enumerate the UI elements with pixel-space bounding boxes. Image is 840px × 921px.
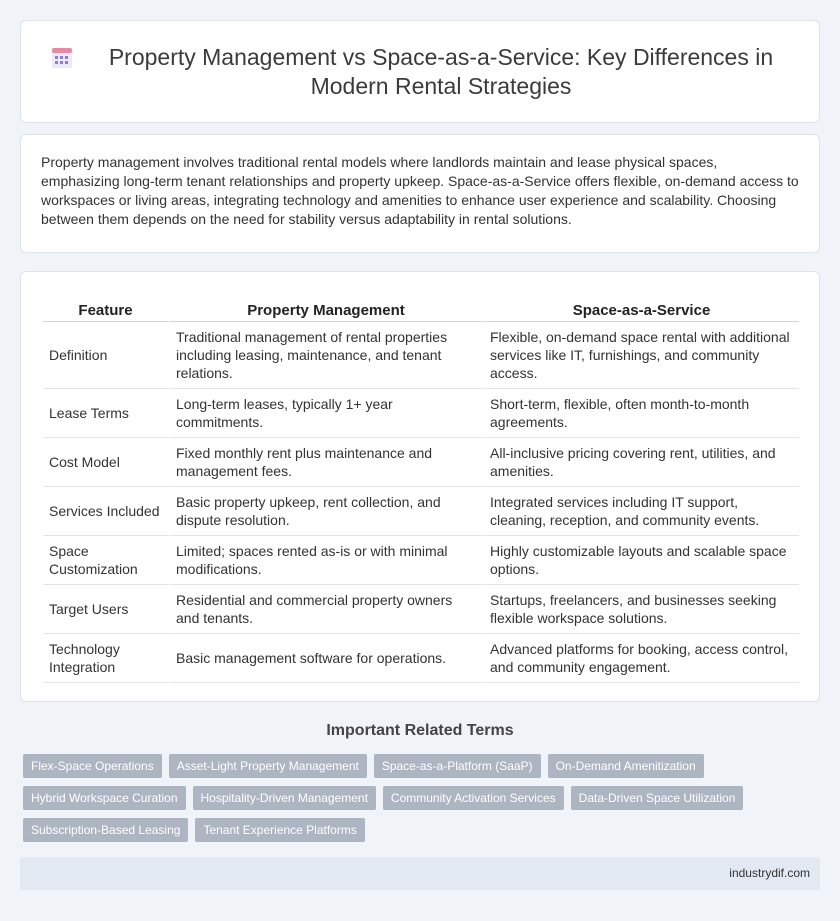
- related-term-tag[interactable]: Asset-Light Property Management: [169, 754, 367, 778]
- table-header-row: [43, 296, 799, 322]
- property-management-cell: Residential and commercial property owners and tenants.: [168, 585, 482, 634]
- space-as-a-service-cell: Startups, freelancers, and businesses seeking flexible workspace solutions.: [482, 585, 799, 634]
- footer-site-link[interactable]: industrydif.com: [729, 866, 810, 880]
- table-row: [43, 536, 799, 585]
- tag-row: [23, 754, 817, 778]
- related-term-tag[interactable]: Space-as-a-Platform (SaaP): [374, 754, 541, 778]
- comparison-card: [20, 271, 820, 702]
- space-as-a-service-cell: Highly customizable layouts and scalable space options.: [482, 536, 799, 585]
- space-as-a-service-cell: All-inclusive pricing covering rent, utilities, and amenities.: [482, 438, 799, 487]
- related-term-tag[interactable]: Data-Driven Space Utilization: [571, 786, 744, 810]
- table-row: [43, 438, 799, 487]
- intro-card: [20, 134, 820, 253]
- related-term-tag[interactable]: Subscription-Based Leasing: [23, 818, 188, 842]
- space-as-a-service-cell: Flexible, on-demand space rental with additional services like IT, furnishings, and community access.: [482, 322, 799, 389]
- space-as-a-service-cell: Integrated services including IT support, cleaning, reception, and community events.: [482, 487, 799, 536]
- related-term-tag[interactable]: Community Activation Services: [383, 786, 564, 810]
- comparison-table: [43, 296, 799, 683]
- property-management-cell: Limited; spaces rented as-is or with minimal modifications.: [168, 536, 482, 585]
- tag-row: [23, 818, 817, 842]
- header-space-as-a-service: Space-as-a-Service: [482, 296, 799, 322]
- property-management-cell: Traditional management of rental properties including leasing, maintenance, and tenant relations.: [168, 322, 482, 389]
- property-management-cell: Basic property upkeep, rent collection, and dispute resolution.: [168, 487, 482, 536]
- tag-row: [23, 786, 817, 810]
- table-row: [43, 322, 799, 389]
- table-row: [43, 585, 799, 634]
- header-property-management: Property Management: [168, 296, 482, 322]
- related-term-tag[interactable]: Hospitality-Driven Management: [193, 786, 376, 810]
- table-row: [43, 389, 799, 438]
- property-management-cell: Long-term leases, typically 1+ year commitments.: [168, 389, 482, 438]
- header-feature: Feature: [43, 296, 168, 322]
- page-title: Property Management vs Space-as-a-Service: Key Differences in Modern Rental Strategies: [108, 43, 774, 99]
- table-row: [43, 634, 799, 683]
- feature-cell: Lease Terms: [43, 389, 168, 438]
- space-as-a-service-cell: Advanced platforms for booking, access control, and community engagement.: [482, 634, 799, 683]
- feature-cell: Cost Model: [43, 438, 168, 487]
- document-icon: [51, 47, 73, 69]
- property-management-cell: Fixed monthly rent plus maintenance and management fees.: [168, 438, 482, 487]
- intro-paragraph: Property management involves traditional rental models where landlords maintain and lease physical spaces, emphasizing long-term tenant relationships and property upkeep. Space-as-a-Service offers flexible, on-demand access to workspaces or living areas, integrating technology and amenities to enhance user experience and scalability. Choosing between them depends on the need for stability versus adaptability in rental solutions.: [41, 154, 799, 227]
- related-terms-list: [23, 754, 817, 850]
- related-term-tag[interactable]: On-Demand Amenitization: [548, 754, 704, 778]
- feature-cell: Technology Integration: [43, 634, 168, 683]
- related-term-tag[interactable]: Hybrid Workspace Curation: [23, 786, 186, 810]
- space-as-a-service-cell: Short-term, flexible, often month-to-month agreements.: [482, 389, 799, 438]
- footer: [20, 857, 820, 890]
- feature-cell: Definition: [43, 322, 168, 389]
- feature-cell: Services Included: [43, 487, 168, 536]
- related-terms-title: Important Related Terms: [326, 722, 514, 739]
- table-row: [43, 487, 799, 536]
- related-term-tag[interactable]: Flex-Space Operations: [23, 754, 162, 778]
- related-term-tag[interactable]: Tenant Experience Platforms: [195, 818, 364, 842]
- feature-cell: Space Customization: [43, 536, 168, 585]
- feature-cell: Target Users: [43, 585, 168, 634]
- title-card: [20, 20, 820, 123]
- property-management-cell: Basic management software for operations.: [168, 634, 482, 683]
